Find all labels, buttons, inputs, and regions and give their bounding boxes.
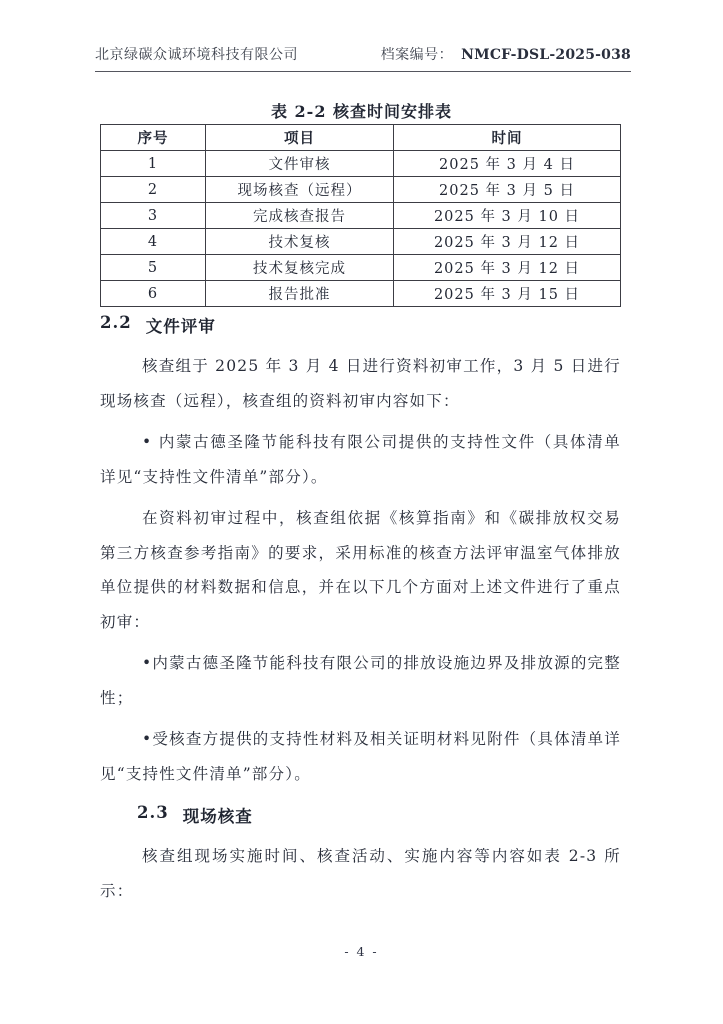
table-row <box>101 203 621 229</box>
paragraph: 核查组现场实施时间、核查活动、实施内容等内容如表 2-3 所示： <box>100 847 621 900</box>
page-header <box>95 44 631 72</box>
column-header: 序号 <box>101 125 206 151</box>
cell-item: 技术复核 <box>206 229 394 255</box>
cell-seq: 6 <box>101 281 206 307</box>
cell-seq: 2 <box>101 177 206 203</box>
cell-seq: 4 <box>101 229 206 255</box>
table-row <box>101 229 621 255</box>
cell-time: 2025 年 3 月 12 日 <box>394 229 621 255</box>
company-name: 北京绿碳众诚环境科技有限公司 <box>95 47 298 63</box>
page-number: - 4 - <box>344 944 379 959</box>
bullet-item: • 内蒙古德圣隆节能科技有限公司提供的支持性文件（具体清单详见“支持性文件清单”部分）。 <box>100 433 621 486</box>
archive-number: NMCF-DSL-2025-038 <box>461 47 631 63</box>
cell-seq: 3 <box>101 203 206 229</box>
section-number: 2.3 <box>137 803 169 822</box>
cell-item: 文件审核 <box>206 151 394 177</box>
cell-time: 2025 年 3 月 4 日 <box>394 151 621 177</box>
cell-time: 2025 年 3 月 10 日 <box>394 203 621 229</box>
paragraph: 在资料初审过程中，核查组依据《核算指南》和《碳排放权交易第三方核查参考指南》的要求，采用标准的核查方法评审温室气体排放单位提供的材料数据和信息，并在以下几个方面对上述文件进行了重点初审： <box>100 509 621 631</box>
table-row <box>101 255 621 281</box>
section-heading-2-3 <box>100 803 621 827</box>
cell-item: 技术复核完成 <box>206 255 394 281</box>
cell-time: 2025 年 3 月 12 日 <box>394 255 621 281</box>
cell-time: 2025 年 3 月 5 日 <box>394 177 621 203</box>
section-number: 2.2 <box>100 313 132 332</box>
table-row <box>101 177 621 203</box>
document-body <box>100 311 621 915</box>
archive-block <box>381 44 631 64</box>
bullet-item: •受核查方提供的支持性材料及相关证明材料见附件（具体清单详见“支持性文件清单”部分）。 <box>100 730 621 783</box>
cell-seq: 1 <box>101 151 206 177</box>
cell-item: 报告批准 <box>206 281 394 307</box>
cell-time: 2025 年 3 月 15 日 <box>394 281 621 307</box>
column-header: 时间 <box>394 125 621 151</box>
cell-item: 完成核查报告 <box>206 203 394 229</box>
table-row <box>101 281 621 307</box>
column-header: 项目 <box>206 125 394 151</box>
bullet-item: •内蒙古德圣隆节能科技有限公司的排放设施边界及排放源的完整性； <box>100 654 621 707</box>
table-header-row <box>101 125 621 151</box>
section-title: 文件评审 <box>145 317 216 336</box>
archive-label: 档案编号： <box>380 47 454 63</box>
schedule-table <box>100 124 621 307</box>
section-title: 现场核查 <box>182 807 253 826</box>
paragraph: 核查组于 2025 年 3 月 4 日进行资料初审工作，3 月 5 日进行现场核查（远程），核查组的资料初审内容如下： <box>100 357 621 410</box>
table-caption: 表 2-2 核查时间安排表 <box>270 102 453 121</box>
table-row <box>101 151 621 177</box>
section-heading-2-2 <box>100 313 621 337</box>
cell-seq: 5 <box>101 255 206 281</box>
cell-item: 现场核查（远程） <box>206 177 394 203</box>
